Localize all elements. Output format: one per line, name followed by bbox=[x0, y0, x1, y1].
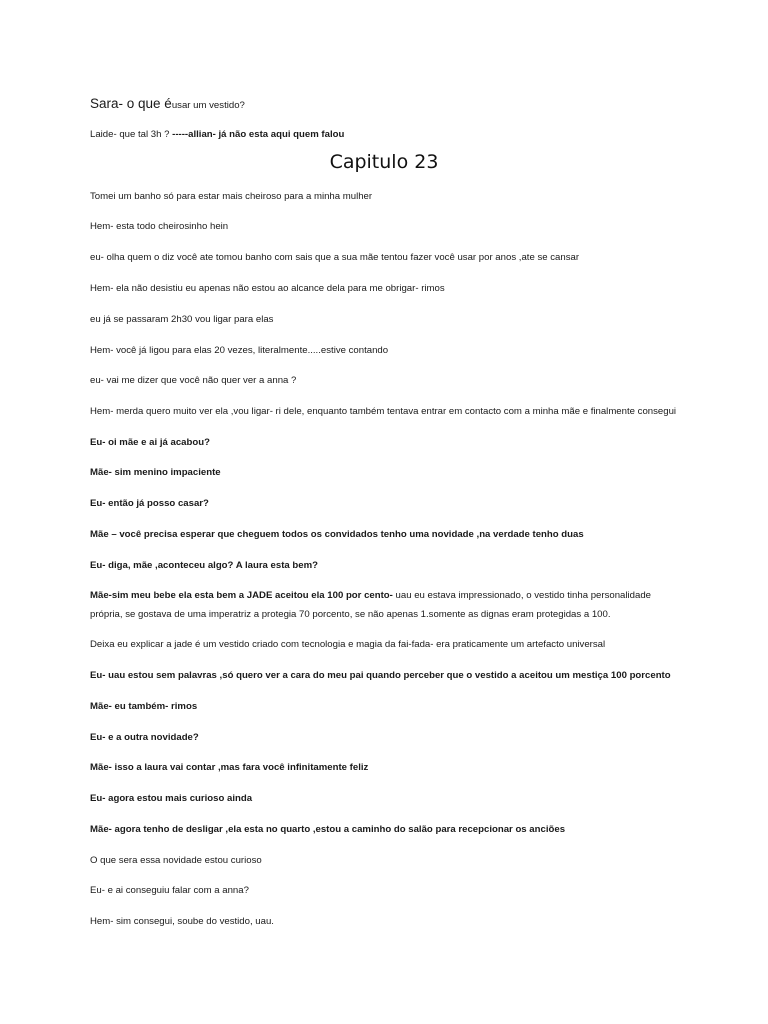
paragraph: Mãe- agora tenho de desligar ,ela esta no quarto ,estou a caminho do salão para recepcionar os anciões bbox=[90, 824, 566, 835]
paragraph: Mãe – você precisa esperar que cheguem todos os convidados tenho uma novidade ,na verdade tenho duas bbox=[90, 529, 584, 540]
paragraph: Hem- merda quero muito ver ela ,vou ligar- ri dele, enquanto também tentava entrar em contacto com a minha mãe e finalmente consegui bbox=[90, 406, 677, 417]
paragraph: Deixa eu explicar a jade é um vestido criado com tecnologia e magia da fai-fada- era praticamente um artefacto universal bbox=[90, 639, 606, 650]
chapter-title: Capitulo 23 bbox=[329, 151, 439, 173]
paragraph: Mãe- eu também- rimos bbox=[90, 701, 198, 712]
sara-line bbox=[90, 97, 670, 112]
paragraph: Eu- e a outra novidade? bbox=[90, 732, 199, 743]
paragraph: Eu- uau estou sem palavras ,só quero ver a cara do meu pai quando perceber que o vestido a aceitou um mestiça 100 porcento bbox=[90, 670, 671, 681]
sara-line-rest: usar um vestido? bbox=[171, 100, 245, 111]
paragraph: Hem- esta todo cheirosinho hein bbox=[90, 221, 229, 232]
laide-line bbox=[90, 128, 670, 141]
paragraph: eu- vai me dizer que você não quer ver a anna ? bbox=[90, 375, 297, 386]
jade-paragraph-bold: Mãe-sim meu bebe ela esta bem a JADE aceitou ela 100 por cento- bbox=[90, 590, 393, 601]
paragraph: Eu- agora estou mais curioso ainda bbox=[90, 793, 253, 804]
paragraph: Hem- você já ligou para elas 20 vezes, literalmente.....estive contando bbox=[90, 345, 389, 356]
paragraph: Mãe- sim menino impaciente bbox=[90, 467, 221, 478]
paragraph: Hem- sim consegui, soube do vestido, uau. bbox=[90, 916, 274, 927]
paragraph: eu- olha quem o diz você ate tomou banho com sais que a sua mãe tentou fazer você usar por anos ,ate se cansar bbox=[90, 252, 580, 263]
paragraph: Eu- e ai conseguiu falar com a anna? bbox=[90, 885, 249, 896]
jade-paragraph bbox=[90, 586, 670, 624]
paragraph: eu já se passaram 2h30 vou ligar para elas bbox=[90, 314, 274, 325]
paragraph: Tomei um banho só para estar mais cheiroso para a minha mulher bbox=[90, 191, 373, 202]
paragraph: Eu- diga, mãe ,aconteceu algo? A laura esta bem? bbox=[90, 560, 319, 571]
laide-line-bold: -----allian- já não esta aqui quem falou bbox=[172, 129, 345, 140]
laide-line-normal: Laide- que tal 3h ? bbox=[90, 129, 173, 140]
jade-paragraph-normal: uau eu estava impressionado, o vestido tinha personalidade própria, se gostava de uma imperatriz a protegia 70 porcento, se não apenas 1.somente as dignas eram protegidas a 100. bbox=[90, 590, 651, 620]
paragraph: Mãe- isso a laura vai contar ,mas fara você infinitamente feliz bbox=[90, 762, 369, 773]
paragraph: Hem- ela não desistiu eu apenas não estou ao alcance dela para me obrigar- rimos bbox=[90, 283, 445, 294]
paragraph: Eu- oi mãe e ai já acabou? bbox=[90, 437, 210, 448]
sara-line-prefix: Sara- o que é bbox=[90, 96, 172, 111]
paragraph: Eu- então já posso casar? bbox=[90, 498, 209, 509]
paragraph: O que sera essa novidade estou curioso bbox=[90, 855, 262, 866]
